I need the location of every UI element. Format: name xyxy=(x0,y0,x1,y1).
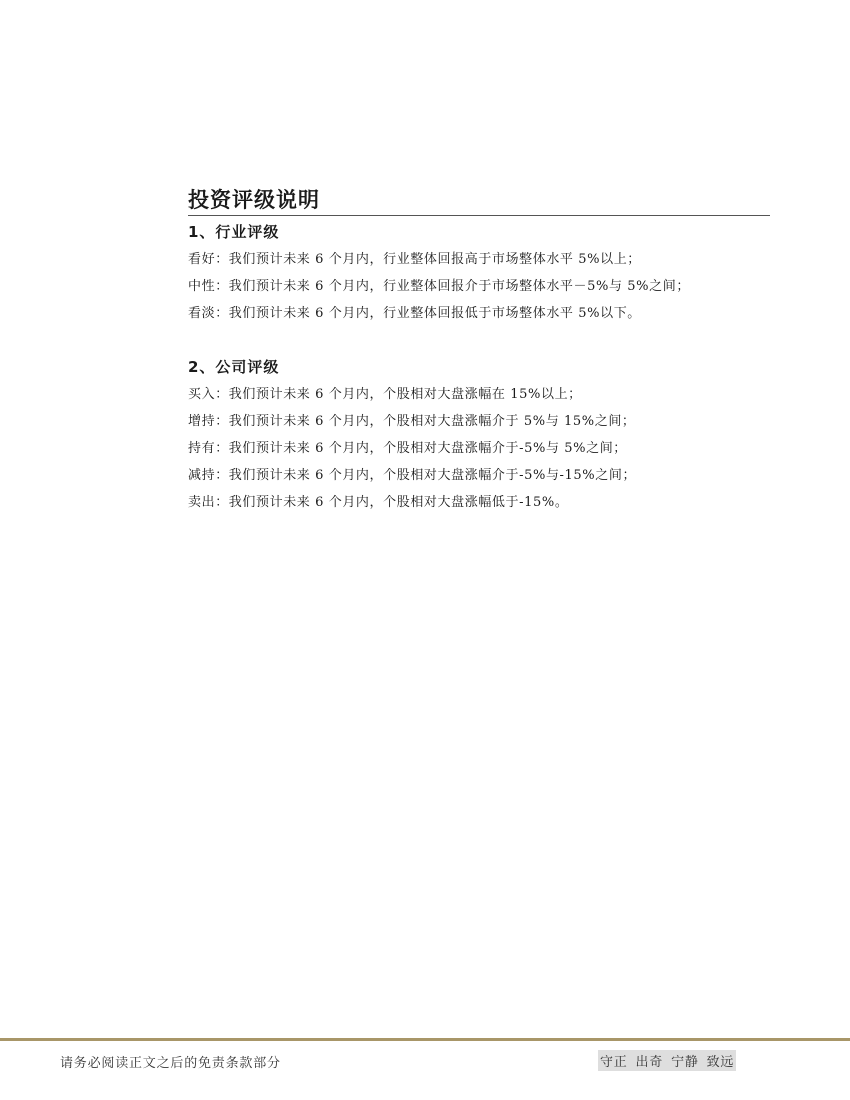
rating-rule-line: 减持：我们预计未来 6 个月内，个股相对大盘涨幅介于-5%与-15%之间； xyxy=(188,468,637,483)
section-heading: 2、公司评级 xyxy=(188,358,280,376)
rating-rule-line: 看好：我们预计未来 6 个月内，行业整体回报高于市场整体水平 5%以上； xyxy=(188,252,641,267)
rating-rule-line: 卖出：我们预计未来 6 个月内，个股相对大盘涨幅低于-15%。 xyxy=(188,495,569,510)
company-rating-section xyxy=(188,357,770,516)
rating-rule-line: 看淡：我们预计未来 6 个月内，行业整体回报低于市场整体水平 5%以下。 xyxy=(188,306,641,321)
footer-disclaimer: 请务必阅读正文之后的免责条款部分 xyxy=(60,1056,281,1071)
industry-rating-section xyxy=(188,222,770,327)
rating-explanation xyxy=(188,186,770,516)
section-heading: 1、行业评级 xyxy=(188,223,280,241)
rating-rule-line: 增持：我们预计未来 6 个月内，个股相对大盘涨幅介于 5%与 15%之间； xyxy=(188,414,636,429)
rating-rule-line: 买入：我们预计未来 6 个月内，个股相对大盘涨幅在 15%以上； xyxy=(188,387,582,402)
footer-divider xyxy=(0,1038,850,1041)
footer-slogan: 守正 出奇 宁静 致远 xyxy=(598,1050,736,1071)
rating-rule-line: 中性：我们预计未来 6 个月内，行业整体回报介于市场整体水平－5%与 5%之间； xyxy=(188,279,690,294)
rating-rule-line: 持有：我们预计未来 6 个月内，个股相对大盘涨幅介于-5%与 5%之间； xyxy=(188,441,627,456)
page-title: 投资评级说明 xyxy=(188,186,770,216)
